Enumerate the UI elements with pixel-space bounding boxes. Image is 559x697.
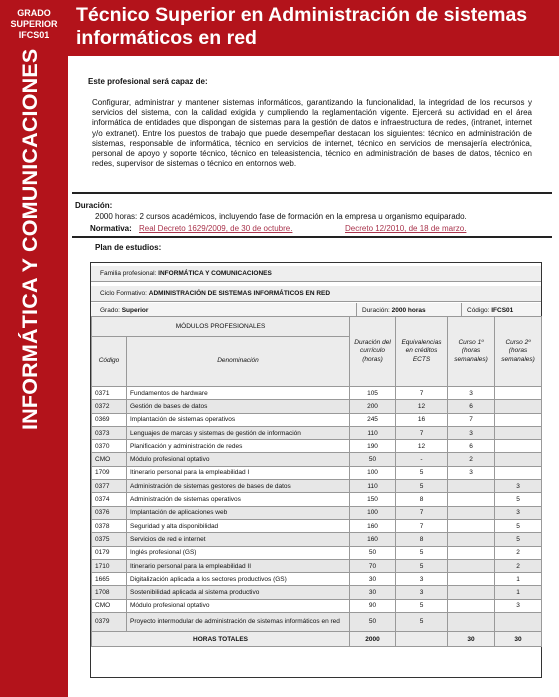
curso2-header: Curso 2º (horas semanales) [495, 317, 542, 387]
familia-row [91, 266, 541, 282]
plan-label: Plan de estudios: [95, 243, 162, 252]
module-curso1 [448, 506, 495, 519]
module-curso1 [448, 613, 495, 632]
table-row [92, 559, 542, 572]
module-ects: 7 [396, 519, 448, 532]
totals-row [92, 632, 542, 647]
module-name: Itinerario personal para la empleabilidad I [127, 466, 350, 479]
module-hours: 200 [350, 400, 396, 413]
module-name: Lenguajes de marcas y sistemas de gestión de información [127, 426, 350, 439]
divider-top [72, 192, 552, 194]
study-plan-table [90, 262, 542, 678]
module-curso1: 6 [448, 440, 495, 453]
ects-header: Equivalencias en créditos ECTS [396, 317, 448, 387]
module-hours: 150 [350, 493, 396, 506]
left-sidebar [0, 0, 68, 697]
table-row [92, 440, 542, 453]
module-hours: 160 [350, 533, 396, 546]
totals-label: HORAS TOTALES [92, 632, 350, 647]
module-hours: 110 [350, 426, 396, 439]
module-hours: 160 [350, 519, 396, 532]
module-code: 1665 [92, 573, 127, 586]
codigo-value: IFCS01 [491, 307, 514, 314]
module-curso2 [495, 466, 542, 479]
table-row [92, 506, 542, 519]
module-code: 0372 [92, 400, 127, 413]
table-row [92, 426, 542, 439]
module-code: CMO [92, 599, 127, 612]
module-code: 1709 [92, 466, 127, 479]
module-curso1: 2 [448, 453, 495, 466]
modulos-header: MÓDULOS PROFESIONALES [92, 317, 350, 337]
module-name: Gestión de bases de datos [127, 400, 350, 413]
totals-ects [396, 632, 448, 647]
module-hours: 50 [350, 613, 396, 632]
module-curso2 [495, 413, 542, 426]
duracion-label: Duración: [75, 201, 113, 210]
module-name: Digitalización aplicada a los sectores productivos (GS) [127, 573, 350, 586]
table-row [92, 466, 542, 479]
page-header [68, 0, 559, 56]
module-curso1 [448, 559, 495, 572]
module-name: Servicios de red e internet [127, 533, 350, 546]
module-code: 1708 [92, 586, 127, 599]
module-name: Fundamentos de hardware [127, 387, 350, 400]
module-name: Proyecto intermodular de administración de sistemas informáticos en red [127, 613, 350, 632]
module-hours: 50 [350, 546, 396, 559]
module-ects: 5 [396, 613, 448, 632]
module-curso1 [448, 546, 495, 559]
module-hours: 70 [350, 559, 396, 572]
module-code: 0379 [92, 613, 127, 632]
module-code: CMO [92, 453, 127, 466]
module-ects: 5 [396, 559, 448, 572]
module-hours: 100 [350, 506, 396, 519]
module-hours: 245 [350, 413, 396, 426]
modules-grid [91, 316, 542, 647]
divider-mid [72, 236, 552, 238]
module-curso1 [448, 533, 495, 546]
module-curso2: 5 [495, 519, 542, 532]
module-curso1: 7 [448, 413, 495, 426]
module-name: Administración de sistemas operativos [127, 493, 350, 506]
module-hours: 100 [350, 466, 396, 479]
table-row [92, 387, 542, 400]
badge-line-grado: GRADO [17, 8, 51, 18]
module-curso2: 3 [495, 506, 542, 519]
module-name: Implantación de sistemas operativos [127, 413, 350, 426]
module-curso1 [448, 573, 495, 586]
profile-description: Configurar, administrar y mantener sistemas informáticos, garantizando la funcionalidad, la integridad de los recursos y servicios del sistema, con la calidad exigida y cumpliendo la reglamentación vigente. Ejercerá su actividad en el área informática de entidades que dispongan de sistemas para la gestión de datos e infraestructura de redes, (intranet, internet y/o extranet). Entre los puestos de trabajo que puede desempeñar destacan los siguientes: técnico en administración de sistemas, responsable de informática, técnico en servicios de internet, técnico en servicios de mensajería electrónica, personal de apoyo y soporte técnico, técnico en teleasistencia, técnico en administración de bases de datos, técnico en redes, supervisor de sistemas o técnico en entornos web. [92, 98, 532, 169]
grade-badge [4, 8, 64, 41]
codigo-label: Código: [467, 307, 490, 314]
table-row [92, 586, 542, 599]
table-row [92, 573, 542, 586]
module-hours: 190 [350, 440, 396, 453]
ciclo-row [91, 286, 541, 302]
decreto-link[interactable]: Decreto 12/2010, de 18 de marzo. [345, 224, 467, 233]
module-name: Módulo profesional optativo [127, 599, 350, 612]
module-curso2: 1 [495, 586, 542, 599]
module-ects: 7 [396, 506, 448, 519]
normativa-label: Normativa: [90, 224, 132, 233]
module-curso1: 3 [448, 426, 495, 439]
module-hours: 105 [350, 387, 396, 400]
module-name: Inglés profesional (GS) [127, 546, 350, 559]
plan-duracion-value: 2000 horas [391, 307, 426, 314]
table-row [92, 533, 542, 546]
module-ects: 8 [396, 493, 448, 506]
module-ects: 7 [396, 426, 448, 439]
module-name: Seguridad y alta disponibilidad [127, 519, 350, 532]
module-code: 1710 [92, 559, 127, 572]
module-name: Sostenibilidad aplicada al sistema productivo [127, 586, 350, 599]
totals-horas: 2000 [350, 632, 396, 647]
module-curso1 [448, 480, 495, 493]
totals-curso2: 30 [495, 632, 542, 647]
duracion-header: Duración del currículo (horas) [350, 317, 396, 387]
table-row [92, 599, 542, 612]
module-curso2 [495, 387, 542, 400]
table-row [92, 413, 542, 426]
module-curso2: 2 [495, 546, 542, 559]
module-curso2: 1 [495, 573, 542, 586]
module-code: 0370 [92, 440, 127, 453]
module-code: 0371 [92, 387, 127, 400]
module-ects: - [396, 453, 448, 466]
module-curso1 [448, 599, 495, 612]
familia-value: INFORMÁTICA Y COMUNICACIONES [158, 270, 272, 277]
table-row [92, 480, 542, 493]
badge-line-superior: SUPERIOR [10, 19, 58, 29]
module-ects: 12 [396, 400, 448, 413]
module-ects: 5 [396, 546, 448, 559]
module-curso2: 3 [495, 480, 542, 493]
module-name: Administración de sistemas gestores de bases de datos [127, 480, 350, 493]
module-name: Planificación y administración de redes [127, 440, 350, 453]
module-code: 0374 [92, 493, 127, 506]
badge-line-code: IFCS01 [18, 30, 50, 40]
module-code: 0373 [92, 426, 127, 439]
grado-value: Superior [121, 307, 149, 314]
module-curso2: 5 [495, 493, 542, 506]
module-ects: 5 [396, 466, 448, 479]
module-code: 0378 [92, 519, 127, 532]
vertical-family-title: INFORMÁTICA Y COMUNICACIONES [18, 48, 42, 430]
module-hours: 110 [350, 480, 396, 493]
module-ects: 16 [396, 413, 448, 426]
module-curso1 [448, 586, 495, 599]
module-ects: 3 [396, 586, 448, 599]
module-code: 0369 [92, 413, 127, 426]
table-row [92, 453, 542, 466]
module-hours: 50 [350, 453, 396, 466]
module-code: 0377 [92, 480, 127, 493]
page-title: Técnico Superior en Administración de sistemas informáticos en red [76, 4, 528, 49]
module-curso2: 2 [495, 559, 542, 572]
module-hours: 30 [350, 586, 396, 599]
grado-label: Grado: [100, 307, 120, 314]
module-curso1 [448, 493, 495, 506]
module-curso2 [495, 426, 542, 439]
module-code: 0375 [92, 533, 127, 546]
module-ects: 8 [396, 533, 448, 546]
module-curso1: 3 [448, 387, 495, 400]
plan-duracion-label: Duración: [362, 307, 390, 314]
real-decreto-link[interactable]: Real Decreto 1629/2009, de 30 de octubre. [139, 224, 293, 233]
module-ects: 12 [396, 440, 448, 453]
module-code: 0376 [92, 506, 127, 519]
module-ects: 7 [396, 387, 448, 400]
module-name: Módulo profesional optativo [127, 453, 350, 466]
module-curso2: 5 [495, 533, 542, 546]
module-hours: 30 [350, 573, 396, 586]
module-curso2: 3 [495, 599, 542, 612]
module-ects: 5 [396, 599, 448, 612]
curso1-header: Curso 1º (horas semanales) [448, 317, 495, 387]
module-code: 0179 [92, 546, 127, 559]
module-curso2 [495, 440, 542, 453]
module-name: Itinerario personal para la empleabilidad II [127, 559, 350, 572]
table-row [92, 519, 542, 532]
ciclo-label: Ciclo Formativo: [100, 290, 147, 297]
ciclo-value: ADMINISTRACIÓN DE SISTEMAS INFORMÁTICOS EN RED [148, 290, 331, 297]
duracion-text: 2000 horas: 2 cursos académicos, incluyendo fase de formación en la empresa u organismo equiparado. [95, 212, 467, 221]
module-ects: 3 [396, 573, 448, 586]
codigo-header: Código [92, 337, 127, 387]
module-curso2 [495, 613, 542, 632]
familia-label: Familia profesional: [100, 270, 157, 277]
module-curso2 [495, 453, 542, 466]
module-ects: 5 [396, 480, 448, 493]
table-row [92, 546, 542, 559]
module-name: Implantación de aplicaciones web [127, 506, 350, 519]
table-row [92, 400, 542, 413]
module-curso1: 3 [448, 466, 495, 479]
table-row [92, 613, 542, 632]
totals-curso1: 30 [448, 632, 495, 647]
table-row [92, 493, 542, 506]
module-hours: 90 [350, 599, 396, 612]
module-curso1 [448, 519, 495, 532]
module-curso1: 6 [448, 400, 495, 413]
denominacion-header: Denominación [127, 337, 350, 387]
profile-lead: Este profesional será capaz de: [88, 77, 208, 86]
module-curso2 [495, 400, 542, 413]
